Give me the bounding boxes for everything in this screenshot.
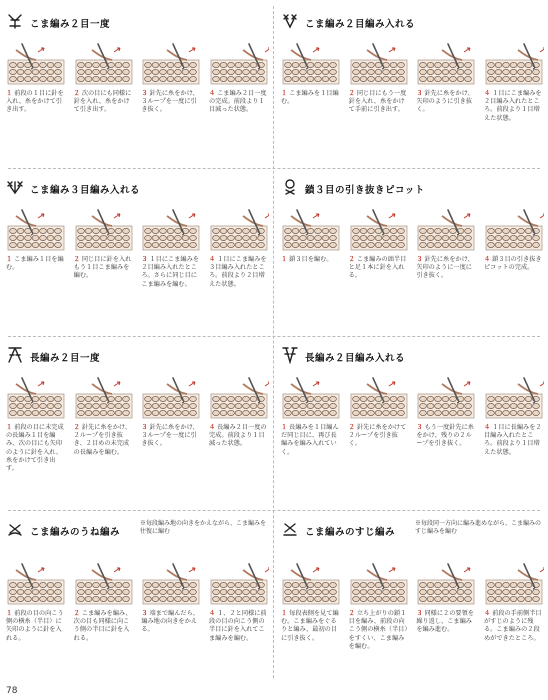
step-number: １ <box>6 610 13 617</box>
dc2tog-symbol-icon <box>6 346 30 368</box>
step-text: 端まで編んだら、編み地の向きをかえる。 <box>141 610 199 634</box>
step-number: ３ <box>416 424 423 431</box>
step-number: ４ <box>483 90 491 97</box>
step-caption <box>279 256 341 264</box>
step-caption <box>72 90 134 115</box>
step-caption <box>347 90 409 115</box>
step-caption <box>482 90 544 123</box>
step-text: 前段の目に未完成の長編み１目を編み、次の目にも矢印のように針を入れ、糸をかけて引き出す。 <box>6 424 64 473</box>
step <box>4 560 66 643</box>
step-caption <box>207 90 269 115</box>
stitch-illustration <box>347 560 409 606</box>
step-caption <box>482 256 544 272</box>
step-number: ３ <box>141 90 148 97</box>
step-text: 針先に糸をかけ、矢印のように引き抜く。 <box>416 90 474 114</box>
step-caption <box>4 424 66 473</box>
row-divider <box>8 510 540 511</box>
step <box>482 374 544 457</box>
step <box>4 40 66 115</box>
step <box>207 206 269 289</box>
step-caption <box>72 256 134 281</box>
step <box>4 206 66 289</box>
step-caption <box>4 90 66 115</box>
stitch-illustration <box>279 206 341 252</box>
step-number: ３ <box>416 256 423 263</box>
ridge-symbol-icon <box>6 520 30 542</box>
step-number: ４ <box>483 610 491 617</box>
technique-section <box>0 172 273 334</box>
stitch-illustration <box>139 206 201 252</box>
section-header <box>281 12 544 34</box>
step <box>347 374 409 457</box>
sc3inc-symbol-icon <box>6 178 30 200</box>
step-caption <box>414 90 476 115</box>
section-title: こま編み２目編み入れる <box>305 19 416 30</box>
step-caption <box>207 424 269 449</box>
step-number: ２ <box>73 90 80 97</box>
stitch-illustration <box>139 560 201 606</box>
step <box>414 40 476 123</box>
step <box>4 374 66 473</box>
step <box>347 560 409 651</box>
step <box>207 374 269 473</box>
step <box>139 560 201 643</box>
technique-section <box>275 6 548 168</box>
section-title: こま編みのうね編み <box>30 527 121 538</box>
step-number: ３ <box>416 90 423 97</box>
step-number: ４ <box>208 256 216 263</box>
step-text: 長編み２目一度の完成。前段より１目減った状態。 <box>208 424 267 448</box>
picot-symbol-icon <box>281 178 305 200</box>
step-caption <box>279 424 341 457</box>
step-number: ２ <box>348 90 355 97</box>
technique-section <box>275 340 548 510</box>
step-number: １ <box>281 610 288 617</box>
stitch-illustration <box>139 374 201 420</box>
step-caption <box>279 610 341 643</box>
row-divider <box>8 168 540 169</box>
stitch-illustration <box>347 206 409 252</box>
step-text: 針先に糸をかけて２ループを引き抜く。 <box>348 424 407 448</box>
step <box>72 40 134 115</box>
stitch-illustration <box>207 560 269 606</box>
step <box>482 560 544 651</box>
stripe-symbol-icon <box>281 520 305 542</box>
stitch-illustration <box>207 206 269 252</box>
step-text: 鎖３目の引き抜きピコットの完成。 <box>483 256 542 272</box>
step-text: 長編みを１目編んだ同じ目に、再び長編みを編み入れていく。 <box>281 424 339 456</box>
step-number: ３ <box>141 610 148 617</box>
step-list <box>279 40 544 123</box>
step-text: 針先に糸をかけ、２ループを引き抜き、２目めの未完成の長編みを編む。 <box>73 424 132 456</box>
step <box>414 560 476 651</box>
stitch-illustration <box>279 560 341 606</box>
step-caption <box>414 610 476 635</box>
row-divider <box>8 336 540 337</box>
step-caption <box>139 256 201 289</box>
stitch-illustration <box>72 560 134 606</box>
step-text: １目にこま編みを２目編み入れたところ。さらに同じ目にこま編みを編む。 <box>141 256 199 288</box>
step-number: １ <box>281 90 288 97</box>
step-number: ３ <box>141 424 148 431</box>
step-caption <box>4 256 66 272</box>
section-title: こま編みのすじ編み <box>305 527 396 538</box>
stitch-illustration <box>4 374 66 420</box>
step-number: １ <box>281 424 288 431</box>
step <box>482 206 544 281</box>
step-text: 前段の目の向こう側の横糸（半目）に矢印のように針を入れる。 <box>6 610 64 642</box>
step-list <box>4 374 269 473</box>
column-divider <box>273 6 274 678</box>
stitch-illustration <box>72 40 134 86</box>
step-text: 鎖３目を編む。 <box>289 256 333 263</box>
stitch-illustration <box>72 206 134 252</box>
stitch-illustration <box>414 374 476 420</box>
step <box>139 206 201 289</box>
stitch-illustration <box>279 374 341 420</box>
stitch-illustration <box>72 374 134 420</box>
step-number: ４ <box>483 424 491 431</box>
step-text: １目にこま編みを３目編み入れたところ。前段より２目増えた状態。 <box>208 256 267 288</box>
step-caption <box>207 256 269 289</box>
step-caption <box>207 610 269 643</box>
step-caption <box>279 90 341 106</box>
step <box>72 374 134 473</box>
step-text: １、２と同様に前段の目の向こう側の半目に針を入れてこま編みを編む。 <box>208 610 267 642</box>
section-header <box>6 346 269 368</box>
step-number: ２ <box>73 256 80 263</box>
step-text: もう一度針先に糸をかけ、残りの２ループを引き抜く。 <box>416 424 474 448</box>
step-text: こま編みを編み、次の目も同様に向こう側の半目に針を入れる。 <box>73 610 132 642</box>
step-text: こま編み１目を編む。 <box>6 256 64 272</box>
step-number: １ <box>281 256 288 263</box>
step <box>72 560 134 643</box>
step-caption <box>139 610 201 635</box>
step-text: こま編みの頭半目と足１本に針を入れる。 <box>348 256 407 280</box>
step-number: ２ <box>73 424 80 431</box>
step-text: 立ち上がりの鎖１目を編み、前段の向こう側の横糸（半目）をすくい、こま編みを編む。 <box>348 610 408 650</box>
step-number: ４ <box>483 256 491 263</box>
section-title: 鎖３目の引き抜きピコット <box>305 185 425 196</box>
step-list <box>279 560 544 651</box>
technique-section <box>0 6 273 168</box>
section-title: 長編み２目編み入れる <box>305 353 406 364</box>
step-list <box>4 206 269 289</box>
step-number: ４ <box>208 424 216 431</box>
step-caption <box>347 610 409 651</box>
stitch-illustration <box>414 560 476 606</box>
section-header <box>281 346 544 368</box>
step-text: １目にこま編みを２目編み入れたところ。前段より１目増えた状態。 <box>483 90 542 122</box>
stitch-illustration <box>414 206 476 252</box>
dc2inc-symbol-icon <box>281 346 305 368</box>
step-text: こま編みを１目編む。 <box>281 90 339 106</box>
step-caption <box>347 424 409 449</box>
section-note: ※毎段編み地の向きをかえながら、こま編みを往復に編む <box>140 520 267 535</box>
step-number: １ <box>6 424 13 431</box>
step <box>414 374 476 457</box>
step <box>139 40 201 115</box>
step-text: 針先に糸をかけ、３ループを一度に引き抜く。 <box>141 424 199 448</box>
stitch-illustration <box>482 374 544 420</box>
page-number: 78 <box>6 686 18 696</box>
technique-section <box>0 514 273 674</box>
stitch-illustration <box>4 40 66 86</box>
step-list <box>279 374 544 457</box>
step-text: １目に長編みを２目編み入れたところ。前段より１目増えた状態。 <box>483 424 542 456</box>
section-header <box>6 178 269 200</box>
step <box>139 374 201 473</box>
section-note: ※毎段同一方向に編み進めながら、こま編みのすじ編みを編む <box>415 520 542 535</box>
technique-section <box>0 340 273 510</box>
step-caption <box>4 610 66 643</box>
step <box>279 206 341 281</box>
section-header <box>281 178 544 200</box>
section-title: 長編み２目一度 <box>30 353 101 364</box>
step <box>207 560 269 643</box>
step-caption <box>72 424 134 457</box>
step-caption <box>414 256 476 281</box>
section-header <box>6 12 269 34</box>
step-caption <box>482 610 544 643</box>
step-number: ３ <box>416 610 423 617</box>
step-caption <box>347 256 409 281</box>
step <box>414 206 476 281</box>
stitch-illustration <box>347 40 409 86</box>
step-number: ３ <box>141 256 148 263</box>
stitch-illustration <box>4 206 66 252</box>
step <box>347 206 409 281</box>
step-number: ４ <box>208 90 216 97</box>
step-text: 前段の手前側半目がすじのように残る。こま編みの２段めができたところ。 <box>483 610 542 642</box>
stitch-illustration <box>482 40 544 86</box>
technique-section <box>275 172 548 334</box>
technique-section <box>275 514 548 674</box>
step-text: 同じ目に針を入れもう１目こま編みを編む。 <box>73 256 132 280</box>
stitch-illustration <box>207 40 269 86</box>
stitch-illustration <box>139 40 201 86</box>
step-number: １ <box>6 256 13 263</box>
step-list <box>4 40 269 115</box>
stitch-illustration <box>482 560 544 606</box>
step-number: ２ <box>348 610 355 617</box>
step <box>279 560 341 651</box>
step-text: 前段の１目に針を入れ、糸をかけて引き出す。 <box>6 90 64 114</box>
stitch-illustration <box>482 206 544 252</box>
step-text: 次の目にも同様に針を入れ、糸をかけて引き出す。 <box>73 90 132 114</box>
section-title: こま編み３目編み入れる <box>30 185 141 196</box>
sc2tog-symbol-icon <box>6 12 30 34</box>
step-text: こま編み２目一度の完成。前段より１目減った状態。 <box>208 90 267 114</box>
step-text: 同じ目にもう一度針を入れ、糸をかけて手前に引き出す。 <box>348 90 407 114</box>
section-title: こま編み２目一度 <box>30 19 111 30</box>
stitch-illustration <box>279 40 341 86</box>
step-number: ２ <box>348 424 355 431</box>
step-text: 針先に糸をかけ、３ループを一度に引き抜く。 <box>141 90 199 114</box>
stitch-illustration <box>414 40 476 86</box>
sc2inc-symbol-icon <box>281 12 305 34</box>
step-number: ２ <box>73 610 80 617</box>
step-text: 毎段表側を見て編む。こま編みをぐるりと編み、最初の目に引き抜く。 <box>281 610 339 642</box>
step-number: ２ <box>348 256 355 263</box>
step-caption <box>139 424 201 449</box>
step <box>347 40 409 123</box>
step-caption <box>139 90 201 115</box>
stitch-illustration <box>4 560 66 606</box>
step <box>207 40 269 115</box>
step <box>279 40 341 123</box>
stitch-illustration <box>347 374 409 420</box>
step-list <box>4 560 269 643</box>
step-number: ４ <box>208 610 216 617</box>
step-caption <box>72 610 134 643</box>
step-list <box>279 206 544 281</box>
step <box>482 40 544 123</box>
step-caption <box>414 424 476 449</box>
step <box>279 374 341 457</box>
step-text: 針先に糸をかけ、矢印のように一度に引き抜く。 <box>416 256 474 280</box>
step-number: １ <box>6 90 13 97</box>
step-caption <box>482 424 544 457</box>
step-text: 同様に２の要領を繰り返し、こま編みを編み進む。 <box>416 610 474 634</box>
step <box>72 206 134 289</box>
stitch-illustration <box>207 374 269 420</box>
